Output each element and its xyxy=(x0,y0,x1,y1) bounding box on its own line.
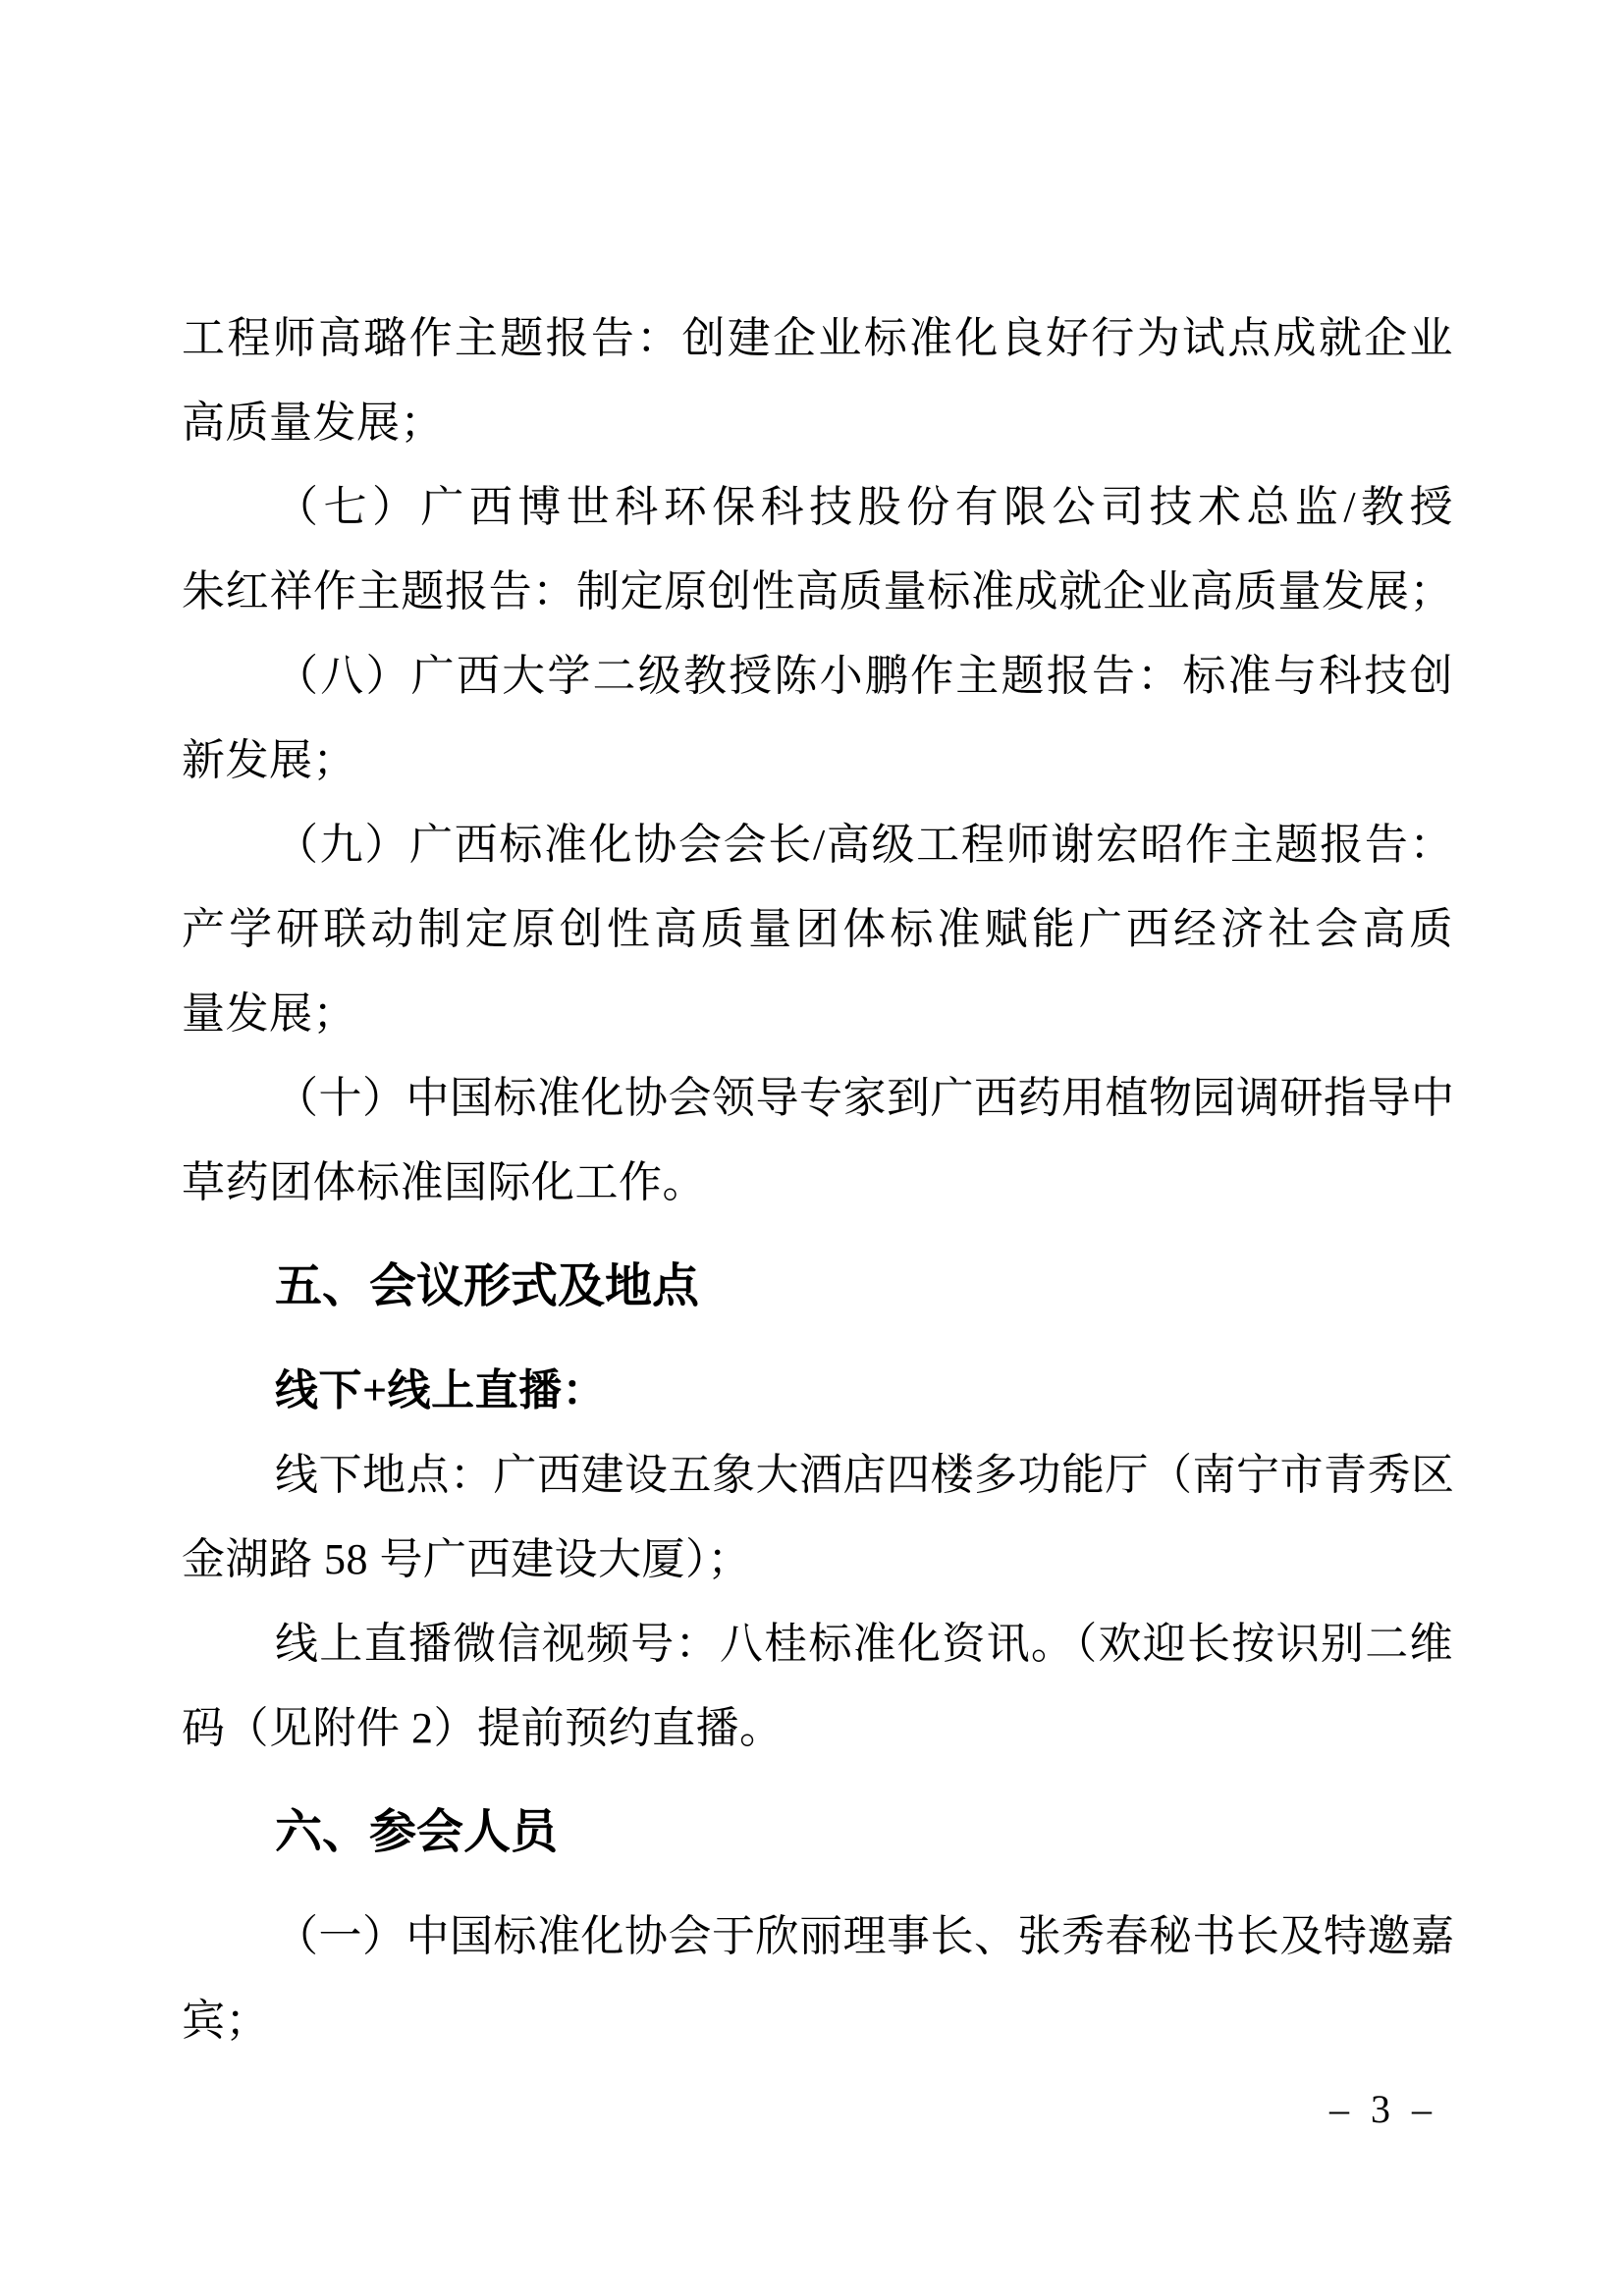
section-heading-six: 六、参会人员 xyxy=(275,1806,559,1858)
body-line: 码（见附件 2）提前预约直播。 xyxy=(182,1704,784,1752)
body-line: 高质量发展； xyxy=(182,399,444,447)
body-line: 金湖路 58 号广西建设大厦）； xyxy=(182,1535,751,1583)
body-line: 宾； xyxy=(182,1997,269,2045)
document-body xyxy=(182,296,1453,2063)
body-line-item-1: （一）中国标准化协会于欣丽理事长、张秀春秘书长及特邀嘉 xyxy=(275,1912,1455,1960)
body-line-item-10: （十）中国标准化协会领导专家到广西药用植物园调研指导中 xyxy=(275,1074,1455,1122)
body-line-online-channel: 线上直播微信视频号：八桂标准化资讯。（欢迎长按识别二维 xyxy=(275,1620,1453,1668)
body-line: 草药团体标准国际化工作。 xyxy=(182,1158,706,1206)
body-line-item-8: （八）广西大学二级教授陈小鹏作主题报告：标准与科技创 xyxy=(275,652,1453,700)
body-line: 产学研联动制定原创性高质量团体标准赋能广西经济社会高质 xyxy=(182,905,1453,953)
body-line-offline-venue: 线下地点：广西建设五象大酒店四楼多功能厅（南宁市青秀区 xyxy=(275,1451,1455,1499)
body-line: 量发展； xyxy=(182,989,356,1038)
body-line-item-7: （七）广西博世科环保科技股份有限公司技术总监/教授 xyxy=(275,483,1453,531)
body-line: 朱红祥作主题报告：制定原创性高质量标准成就企业高质量发展； xyxy=(182,567,1453,615)
body-line: 工程师高璐作主题报告：创建企业标准化良好行为试点成就企业 xyxy=(182,314,1453,362)
section-heading-five: 五、会议形式及地点 xyxy=(275,1260,700,1312)
subheading-broadcast-mode: 线下+线上直播： xyxy=(275,1366,607,1415)
body-line-item-9: （九）广西标准化协会会长/高级工程师谢宏昭作主题报告： xyxy=(275,821,1453,869)
body-line: 新发展； xyxy=(182,736,356,784)
page-number: – 3 – xyxy=(1329,2087,1437,2131)
